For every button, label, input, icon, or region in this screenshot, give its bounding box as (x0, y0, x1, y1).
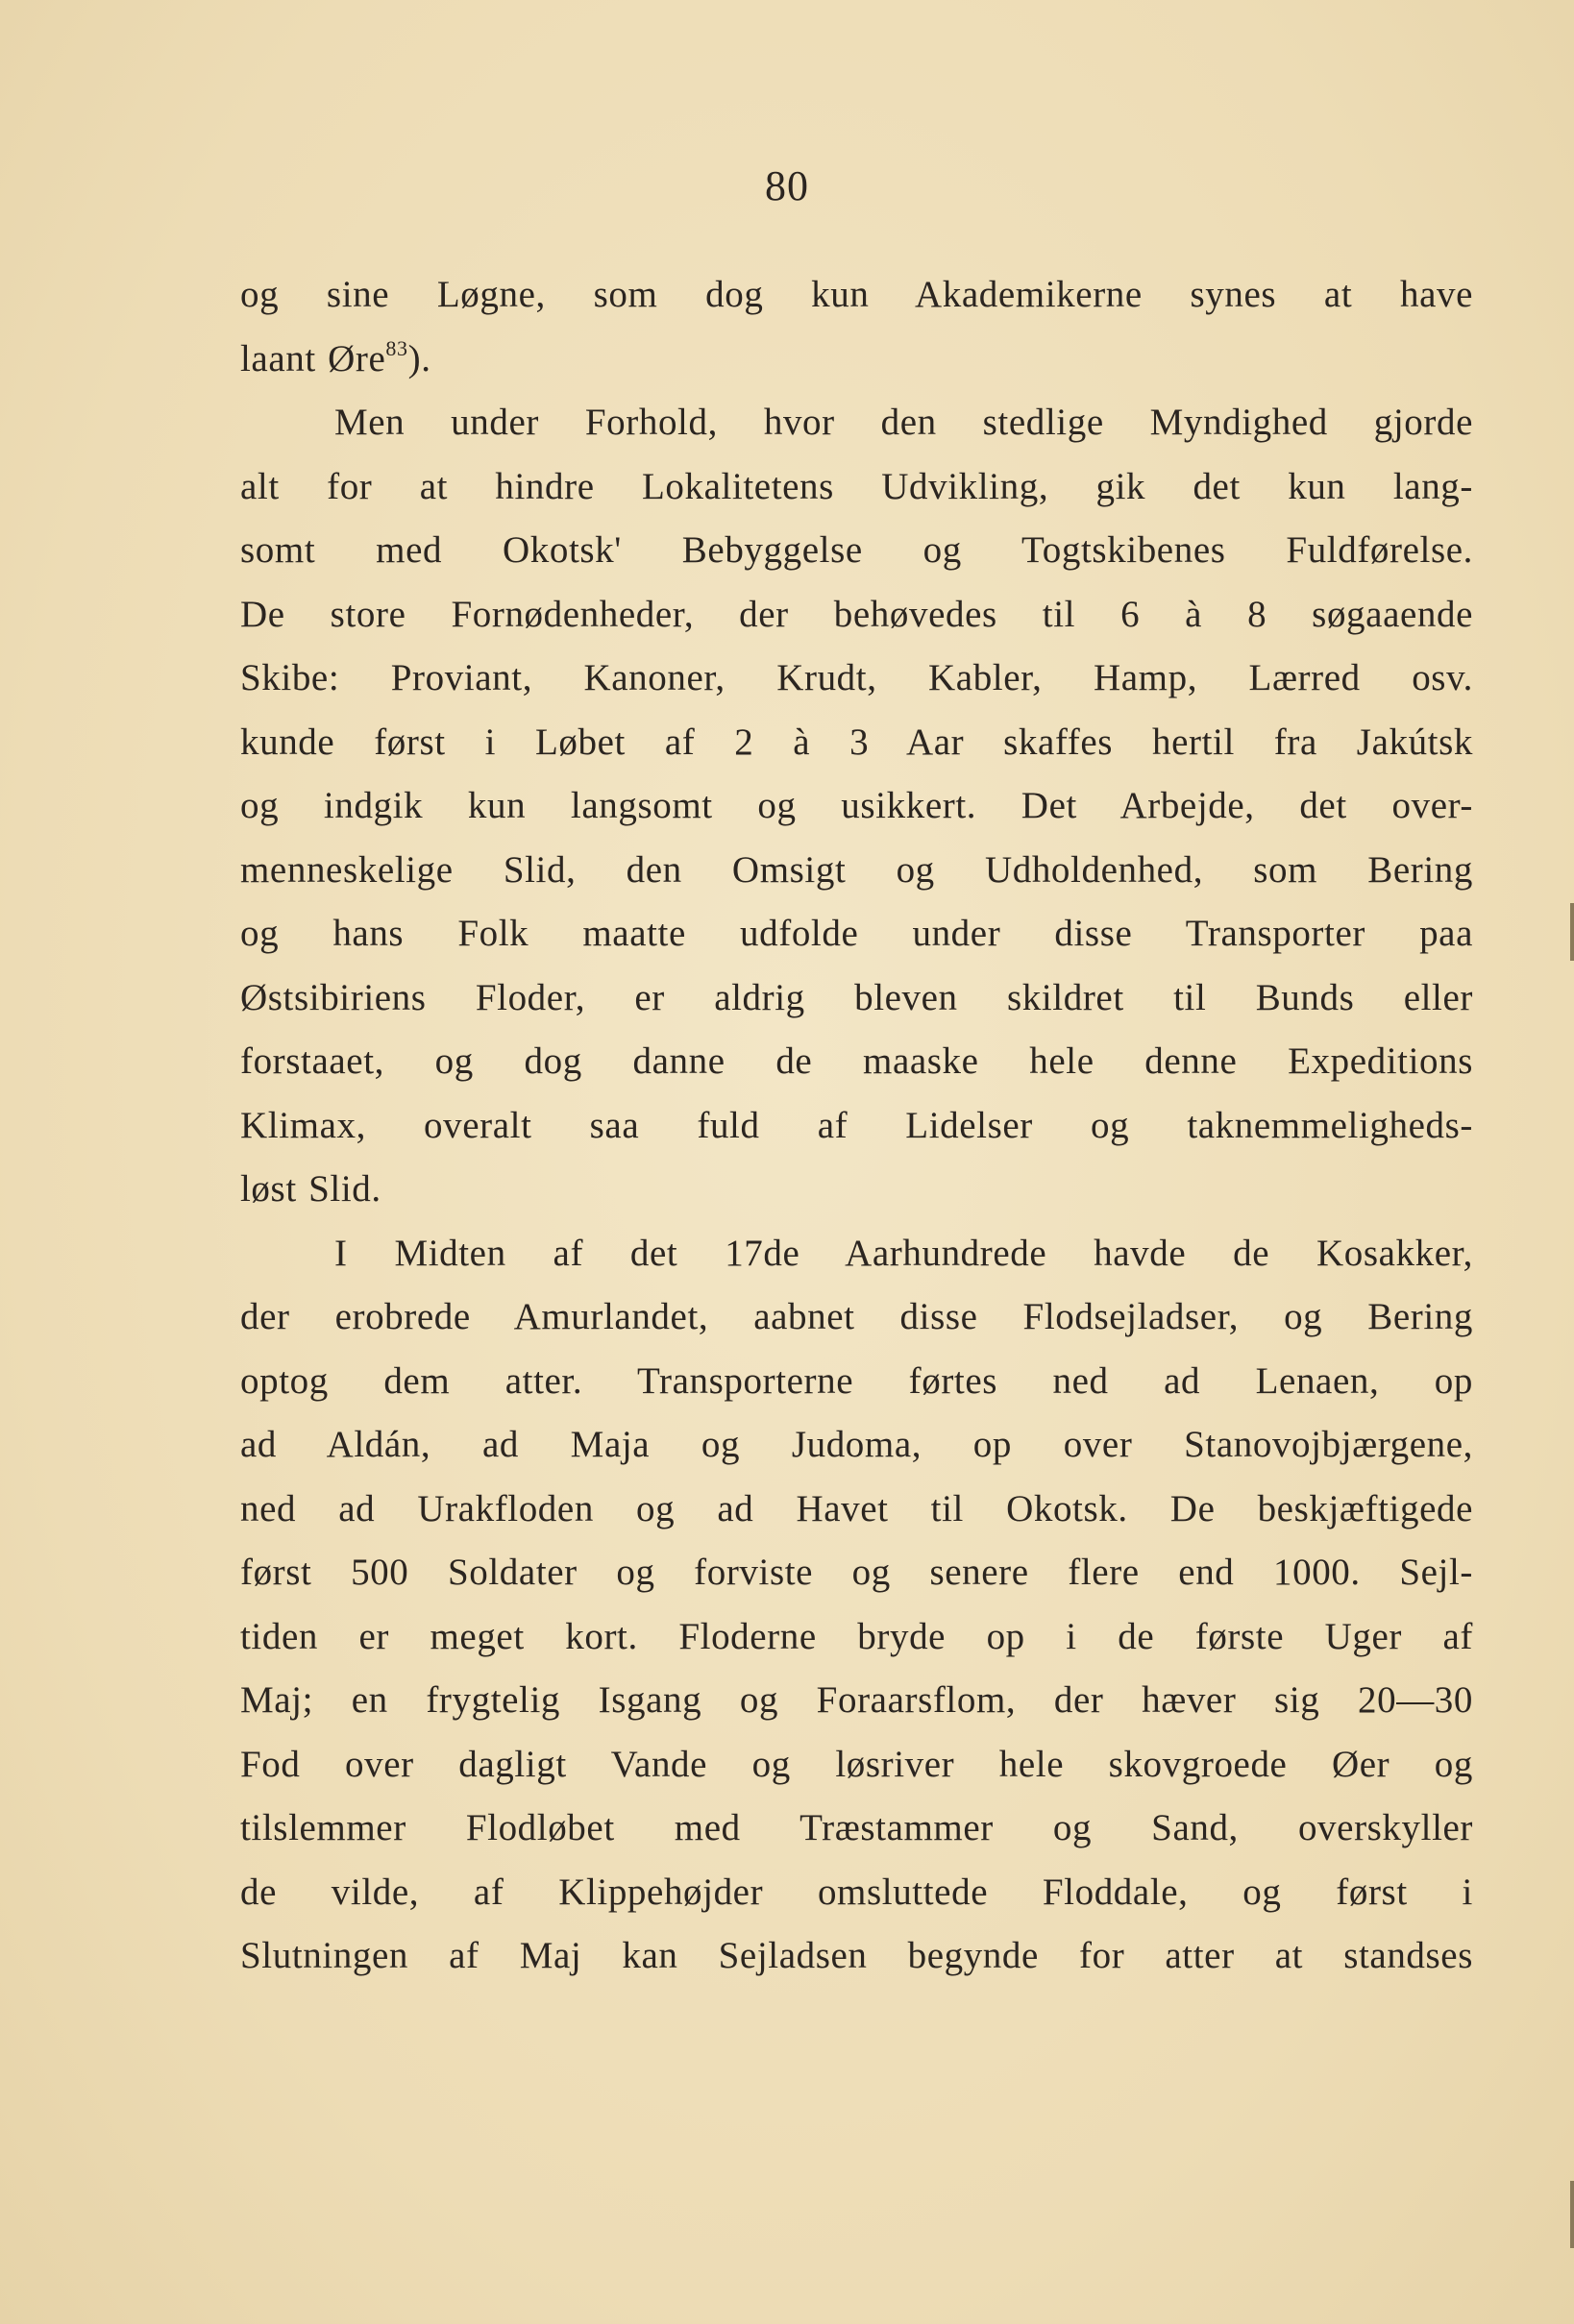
text-line: somt med Okotsk' Bebyggelse og Togtskibenes Fuldførelse. (240, 529, 1473, 571)
page-edge-mark (1570, 903, 1574, 961)
text-line-tail: ). (407, 337, 431, 379)
text-line: løst Slid. (240, 1168, 381, 1210)
text-line (240, 328, 1473, 392)
text-line: tiden er meget kort. Floderne bryde op i de første Uger af (240, 1615, 1473, 1657)
text-line: og sine Løgne, som dog kun Akademikerne synes at have (240, 274, 1473, 315)
page-number: 80 (765, 162, 809, 209)
text-line: først 500 Soldater og forviste og senere flere end 1000. Sejl- (240, 1552, 1473, 1593)
footnote-reference: 83 (385, 335, 408, 360)
text-line: I Midten af det 17de Aarhundrede havde de Kosakker, (334, 1232, 1473, 1274)
paragraph-3 (240, 1222, 1473, 1989)
text-line: menneskelige Slid, den Omsigt og Udholdenhed, som Bering (240, 848, 1473, 891)
text-line: Fod over dagligt Vande og løsriver hele skovgroede Øer og (240, 1743, 1473, 1785)
text-line: forstaaet, og dog danne de maaske hele denne Expeditions (240, 1040, 1473, 1082)
text-line: Maj; en frygtelig Isgang og Foraarsflom, der hæver sig 20—30 (240, 1679, 1473, 1721)
text-line: og hans Folk maatte udfolde under disse Transporter paa (240, 913, 1473, 954)
paragraph-1 (240, 263, 1473, 391)
text-line: Klimax, overalt saa fuld af Lidelser og taknemmeligheds- (240, 1104, 1473, 1146)
text-line-content: laant Øre (240, 337, 386, 379)
text-line: og indgik kun langsomt og usikkert. Det Arbejde, det over- (240, 785, 1473, 826)
page-edge-mark (1570, 2181, 1574, 2248)
text-line: De store Fornødenheder, der behøvedes til 6 à 8 søgaaende (240, 593, 1473, 635)
text-line: tilslemmer Flodløbet med Træstammer og Sand, overskyller (240, 1807, 1473, 1848)
text-line: Men under Forhold, hvor den stedlige Myndighed gjorde (334, 402, 1473, 443)
text-line: Slutningen af Maj kan Sejladsen begynde for atter at standses (240, 1935, 1473, 1976)
text-line: kunde først i Løbet af 2 à 3 Aar skaffes hertil fra Jakútsk (240, 721, 1473, 763)
text-line: Skibe: Proviant, Kanoner, Krudt, Kabler, Hamp, Lærred osv. (240, 657, 1473, 698)
text-line: der erobrede Amurlandet, aabnet disse Flodsejladser, og Bering (240, 1296, 1473, 1337)
text-line: ned ad Urakfloden og ad Havet til Okotsk. De beskjæftigede (240, 1487, 1473, 1529)
text-line: alt for at hindre Lokalitetens Udvikling, gik det kun lang- (240, 465, 1473, 507)
text-line: optog dem atter. Transporterne førtes ned ad Lenaen, op (240, 1359, 1473, 1402)
body-text (240, 263, 1473, 1989)
text-line: Østsibiriens Floder, er aldrig bleven skildret til Bunds eller (240, 976, 1473, 1018)
text-line: ad Aldán, ad Maja og Judoma, op over Stanovojbjærgene, (240, 1424, 1473, 1465)
text-line: de vilde, af Klippehøjder omsluttede Floddale, og først i (240, 1871, 1473, 1913)
paragraph-2 (240, 391, 1473, 1222)
